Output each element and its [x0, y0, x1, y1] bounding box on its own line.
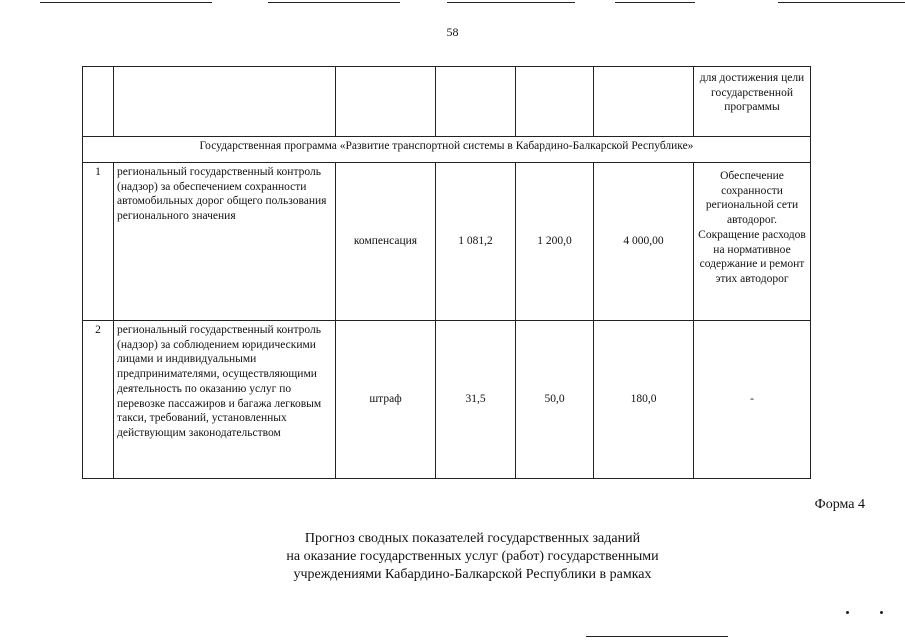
top-rule [447, 2, 575, 3]
table-row [83, 163, 811, 321]
row-value-2: 50,0 [516, 321, 594, 479]
program-title: Государственная программа «Развитие транспортной системы в Кабардино-Балкарской Республике» [83, 137, 811, 163]
scan-dot [846, 611, 849, 614]
row-number: 2 [83, 321, 114, 479]
scan-dot [880, 611, 883, 614]
table-header-row [83, 67, 811, 137]
row-goal: - [694, 321, 811, 479]
top-rule [615, 2, 695, 3]
header-cell [336, 67, 436, 137]
page-number: 58 [446, 25, 459, 39]
program-row [83, 137, 811, 163]
top-rule [40, 2, 212, 3]
header-cell [83, 67, 114, 137]
row-goal: Обеспечение сохранности региональной сети автодорог. Сокращение расходов на нормативное содержание и ремонт этих автодорог [694, 163, 811, 321]
row-description: региональный государственный контроль (надзор) за соблюдением юридическими лицами и индивидуальными предпринимателями, осуществляющими деятельность по оказанию услуг по перевозке пассажиров и багажа легковым такси, требований, установленных действующим законодательством [114, 321, 336, 479]
header-cell [436, 67, 516, 137]
row-type: компенсация [336, 163, 436, 321]
header-goal-cell: для достижения цели государственной программы [694, 67, 811, 137]
row-value-3: 180,0 [594, 321, 694, 479]
top-rule [268, 2, 400, 3]
row-description: региональный государственный контроль (надзор) за обеспечением сохранности автомобильных дорог общего пользования регионального значения [114, 163, 336, 321]
section-title [0, 530, 905, 585]
row-value-3: 4 000,00 [594, 163, 694, 321]
title-line: на оказание государственных услуг (работ) государственными [286, 549, 659, 565]
row-value-2: 1 200,0 [516, 163, 594, 321]
header-cell [594, 67, 694, 137]
form-label: Форма 4 [814, 497, 865, 512]
title-line: учреждениями Кабардино-Балкарской Республики в рамках [293, 567, 652, 583]
row-value-1: 1 081,2 [436, 163, 516, 321]
row-type: штраф [336, 321, 436, 479]
header-cell [516, 67, 594, 137]
header-cell [114, 67, 336, 137]
row-value-1: 31,5 [436, 321, 516, 479]
table-row [83, 321, 811, 479]
row-number: 1 [83, 163, 114, 321]
top-rule [778, 2, 905, 3]
indicators-table [82, 66, 811, 479]
bottom-rule [586, 636, 728, 637]
title-line: Прогноз сводных показателей государственных заданий [304, 531, 641, 546]
